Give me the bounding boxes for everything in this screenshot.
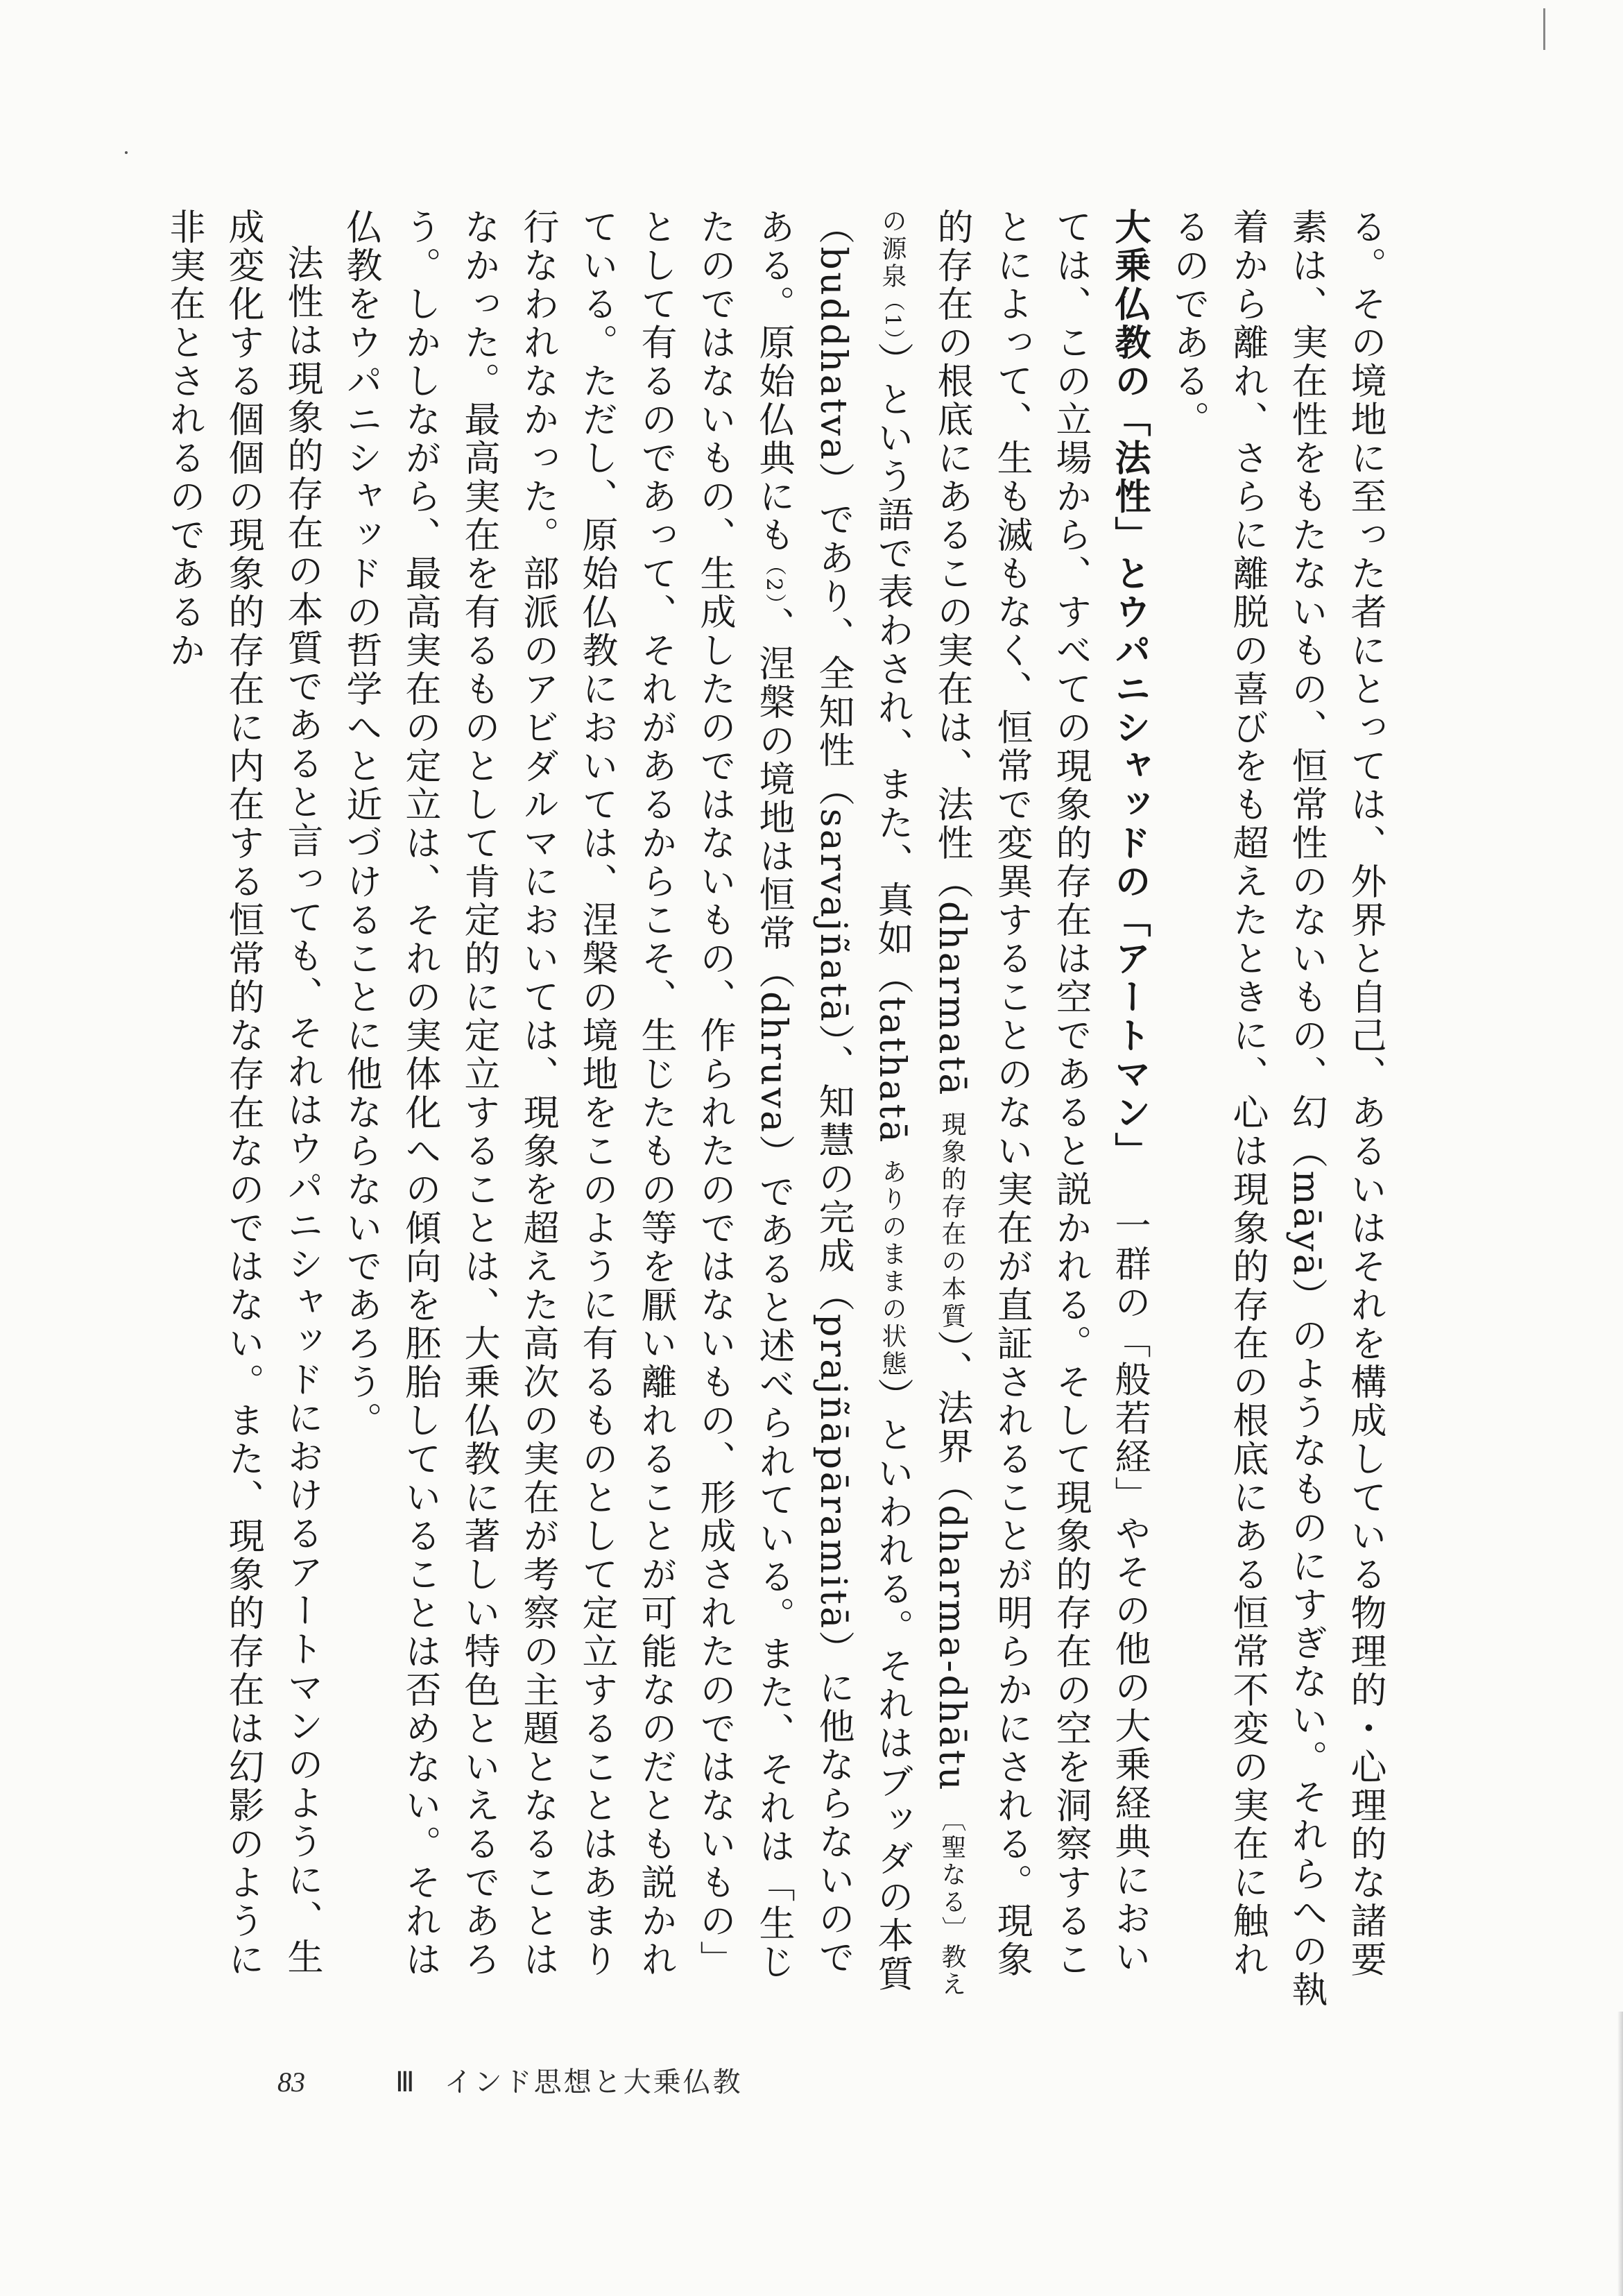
running-title: インド思想と大乗仏教 — [444, 2066, 743, 2098]
paragraph-1: る。その境地に至った者にとっては、外界と自己、あるいはそれを構成している物理的・心理的な諸要素は、実在性をもたないもの、恒常性のないもの、幻（māyā）のようなものにすぎない。それらへの執着から離れ、さらに離脱の喜びをも超えたときに、心は現象的存在の根底にある恒常不変の実在に触れるのである。 — [1167, 208, 1386, 2010]
scan-speck — [125, 151, 128, 154]
page-footer — [277, 2060, 743, 2100]
vertical-body-text — [163, 208, 1394, 2012]
note-reference-1: （1） — [880, 290, 904, 343]
paragraph-2 — [331, 208, 1158, 2012]
page-edge-shadow — [1617, 2012, 1623, 2296]
paragraph-2-text-c: ）という語で表わされ、また、真如（tathatā — [871, 342, 913, 1159]
scan-speck — [1543, 8, 1545, 50]
gloss-tathata: ありのままの状態 — [878, 1158, 907, 1378]
paragraph-2-text-e: 、涅槃の境地は恒常（dhruva）であると述べられている。また、それは「生じたのではないもの、生成したのではないもの、作られたのではないもの、形成されたのではないもの」として有るのであって、それがあるからこそ、生じたもの等を厭い離れることが可能なのだとも説かれている。ただし、原始仏教においては、涅槃の境地をこのように有るものとして定立することはあまり行なわれなかった。部派のアビダルマにおいては、現象を超えた高次の実在が考察の主題となることはなかった。最高実在を有るものとして肯定的に定立することは、大乗仏教に著しい特色といえるであろう。しかしながら、最高実在の定立は、それの実体化への傾向を胚胎していることは否めない。それは仏教をウパニシャッドの哲学へと近づけることに他ならないであろう。 — [340, 208, 794, 1982]
page-number: 83 — [277, 2066, 305, 2098]
gloss-dharmata: 現象的存在の本質 — [938, 1111, 966, 1330]
note-reference-2: （2） — [762, 554, 786, 607]
paragraph-2-text-b: ）、法界（dharma-dhātu — [931, 1330, 972, 1807]
gloss-dharmadhatu: 〔聖なる〕教えの源泉 — [878, 208, 966, 1998]
paragraph-2-text-a: 一群の「般若経」やその他の大乗経典においては、この立場から、すべての現象的存在は空であると説かれる。そして現象的存在の空を洞察することによって、生も滅もなく、恒常で変異することのない実在が直証されることが明らかにされる。現象的存在の根底にあるこの実在は、法性（dharmatā — [931, 208, 1150, 1979]
section-heading: 大乗仏教の「法性」とウパニシャッドの「アートマン」 — [1108, 208, 1150, 1171]
paragraph-3: 法性は現象的存在の本質であると言っても、それはウパニシャッドにおけるアートマンのように、生成変化する個個の現象的存在に内在する恒常的な存在なのではない。また、現象的存在は幻影のように非実在とされるのであるか — [163, 208, 323, 1979]
chapter-number: Ⅲ — [395, 2066, 417, 2098]
paragraph-2-text-d: ）といわれる。それはブッダの本質（buddhatva）であり、全知性（sarvajñatā）、知慧の完成（prajñāpāramitā）に他ならないのである。原始仏典にも — [753, 208, 913, 1994]
